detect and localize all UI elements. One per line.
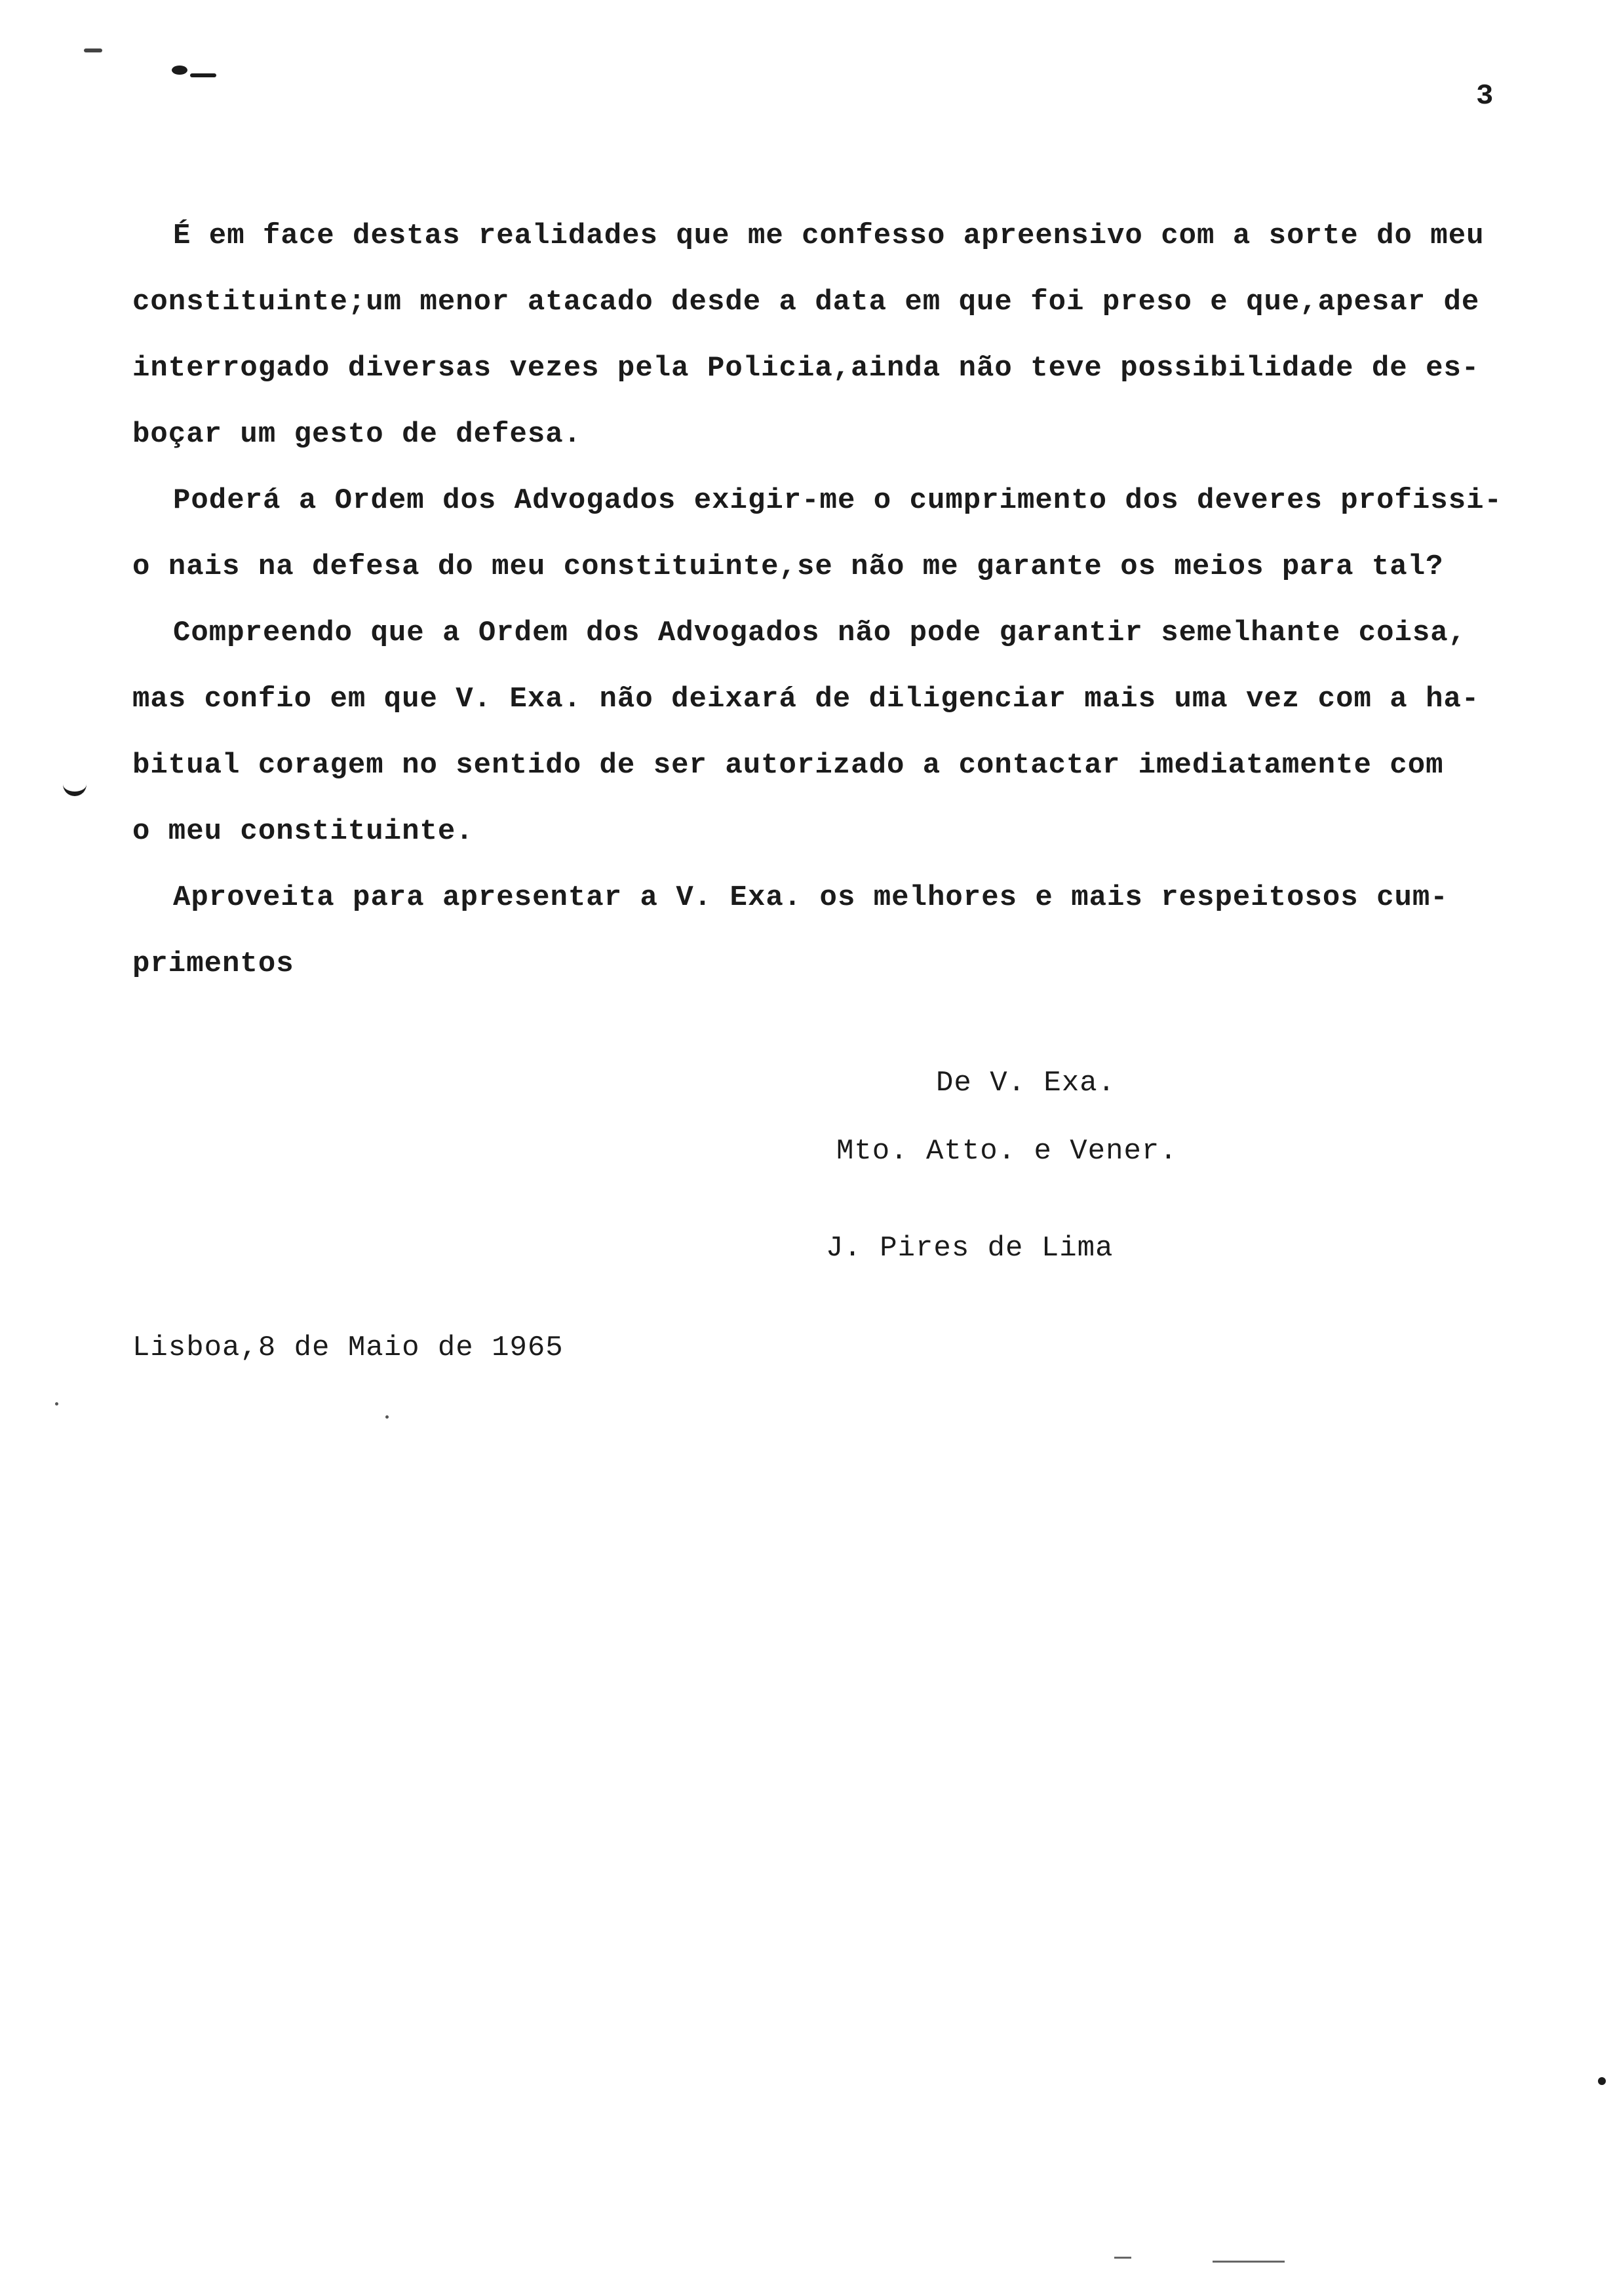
closing-salutation: De V. Exa. [936, 1067, 1116, 1100]
place-date: Lisboa,8 de Maio de 1965 [132, 1331, 564, 1364]
paragraph-line: Poderá a Ordem dos Advogados exigir-me o cumprimento dos deveres profissi- [173, 484, 1502, 517]
paragraph-line: o meu constituinte. [132, 815, 474, 848]
page-number: 3 [1476, 80, 1494, 113]
paragraph-line: constituinte;um menor atacado desde a data em que foi preso e que,apesar de [132, 286, 1480, 318]
closing-courtesy: Mto. Atto. e Vener. [836, 1135, 1178, 1168]
paragraph-line: É em face destas realidades que me confesso apreensivo com a sorte do meu [173, 220, 1485, 252]
letter-body [132, 203, 1614, 997]
ink-mark [172, 66, 187, 75]
paragraph-line: Compreendo que a Ordem dos Advogados não pode garantir semelhante coisa, [173, 617, 1467, 649]
scan-artifact [1213, 2261, 1285, 2263]
paragraph-line: primentos [132, 947, 294, 980]
paragraph-line: interrogado diversas vezes pela Policia,ainda não teve possibilidade de es- [132, 352, 1480, 385]
ink-mark [190, 73, 216, 77]
scan-artifact [55, 1402, 58, 1406]
scan-artifact [385, 1415, 389, 1419]
paragraph-line: o nais na defesa do meu constituinte,se não me garante os meios para tal? [132, 550, 1444, 583]
signature-name: J. Pires de Lima [826, 1232, 1114, 1265]
paragraph-line: mas confio em que V. Exa. não deixará de diligenciar mais uma vez com a ha- [132, 683, 1480, 716]
ink-mark [84, 48, 102, 52]
paragraph-line: Aproveita para apresentar a V. Exa. os melhores e mais respeitosos cum- [173, 881, 1449, 914]
ink-mark [1598, 2077, 1606, 2085]
paragraph-line: bitual coragem no sentido de ser autorizado a contactar imediatamente com [132, 749, 1444, 782]
scan-artifact [1114, 2257, 1131, 2259]
paragraph-line: boçar um gesto de defesa. [132, 418, 582, 451]
hole-punch-mark [63, 778, 87, 796]
